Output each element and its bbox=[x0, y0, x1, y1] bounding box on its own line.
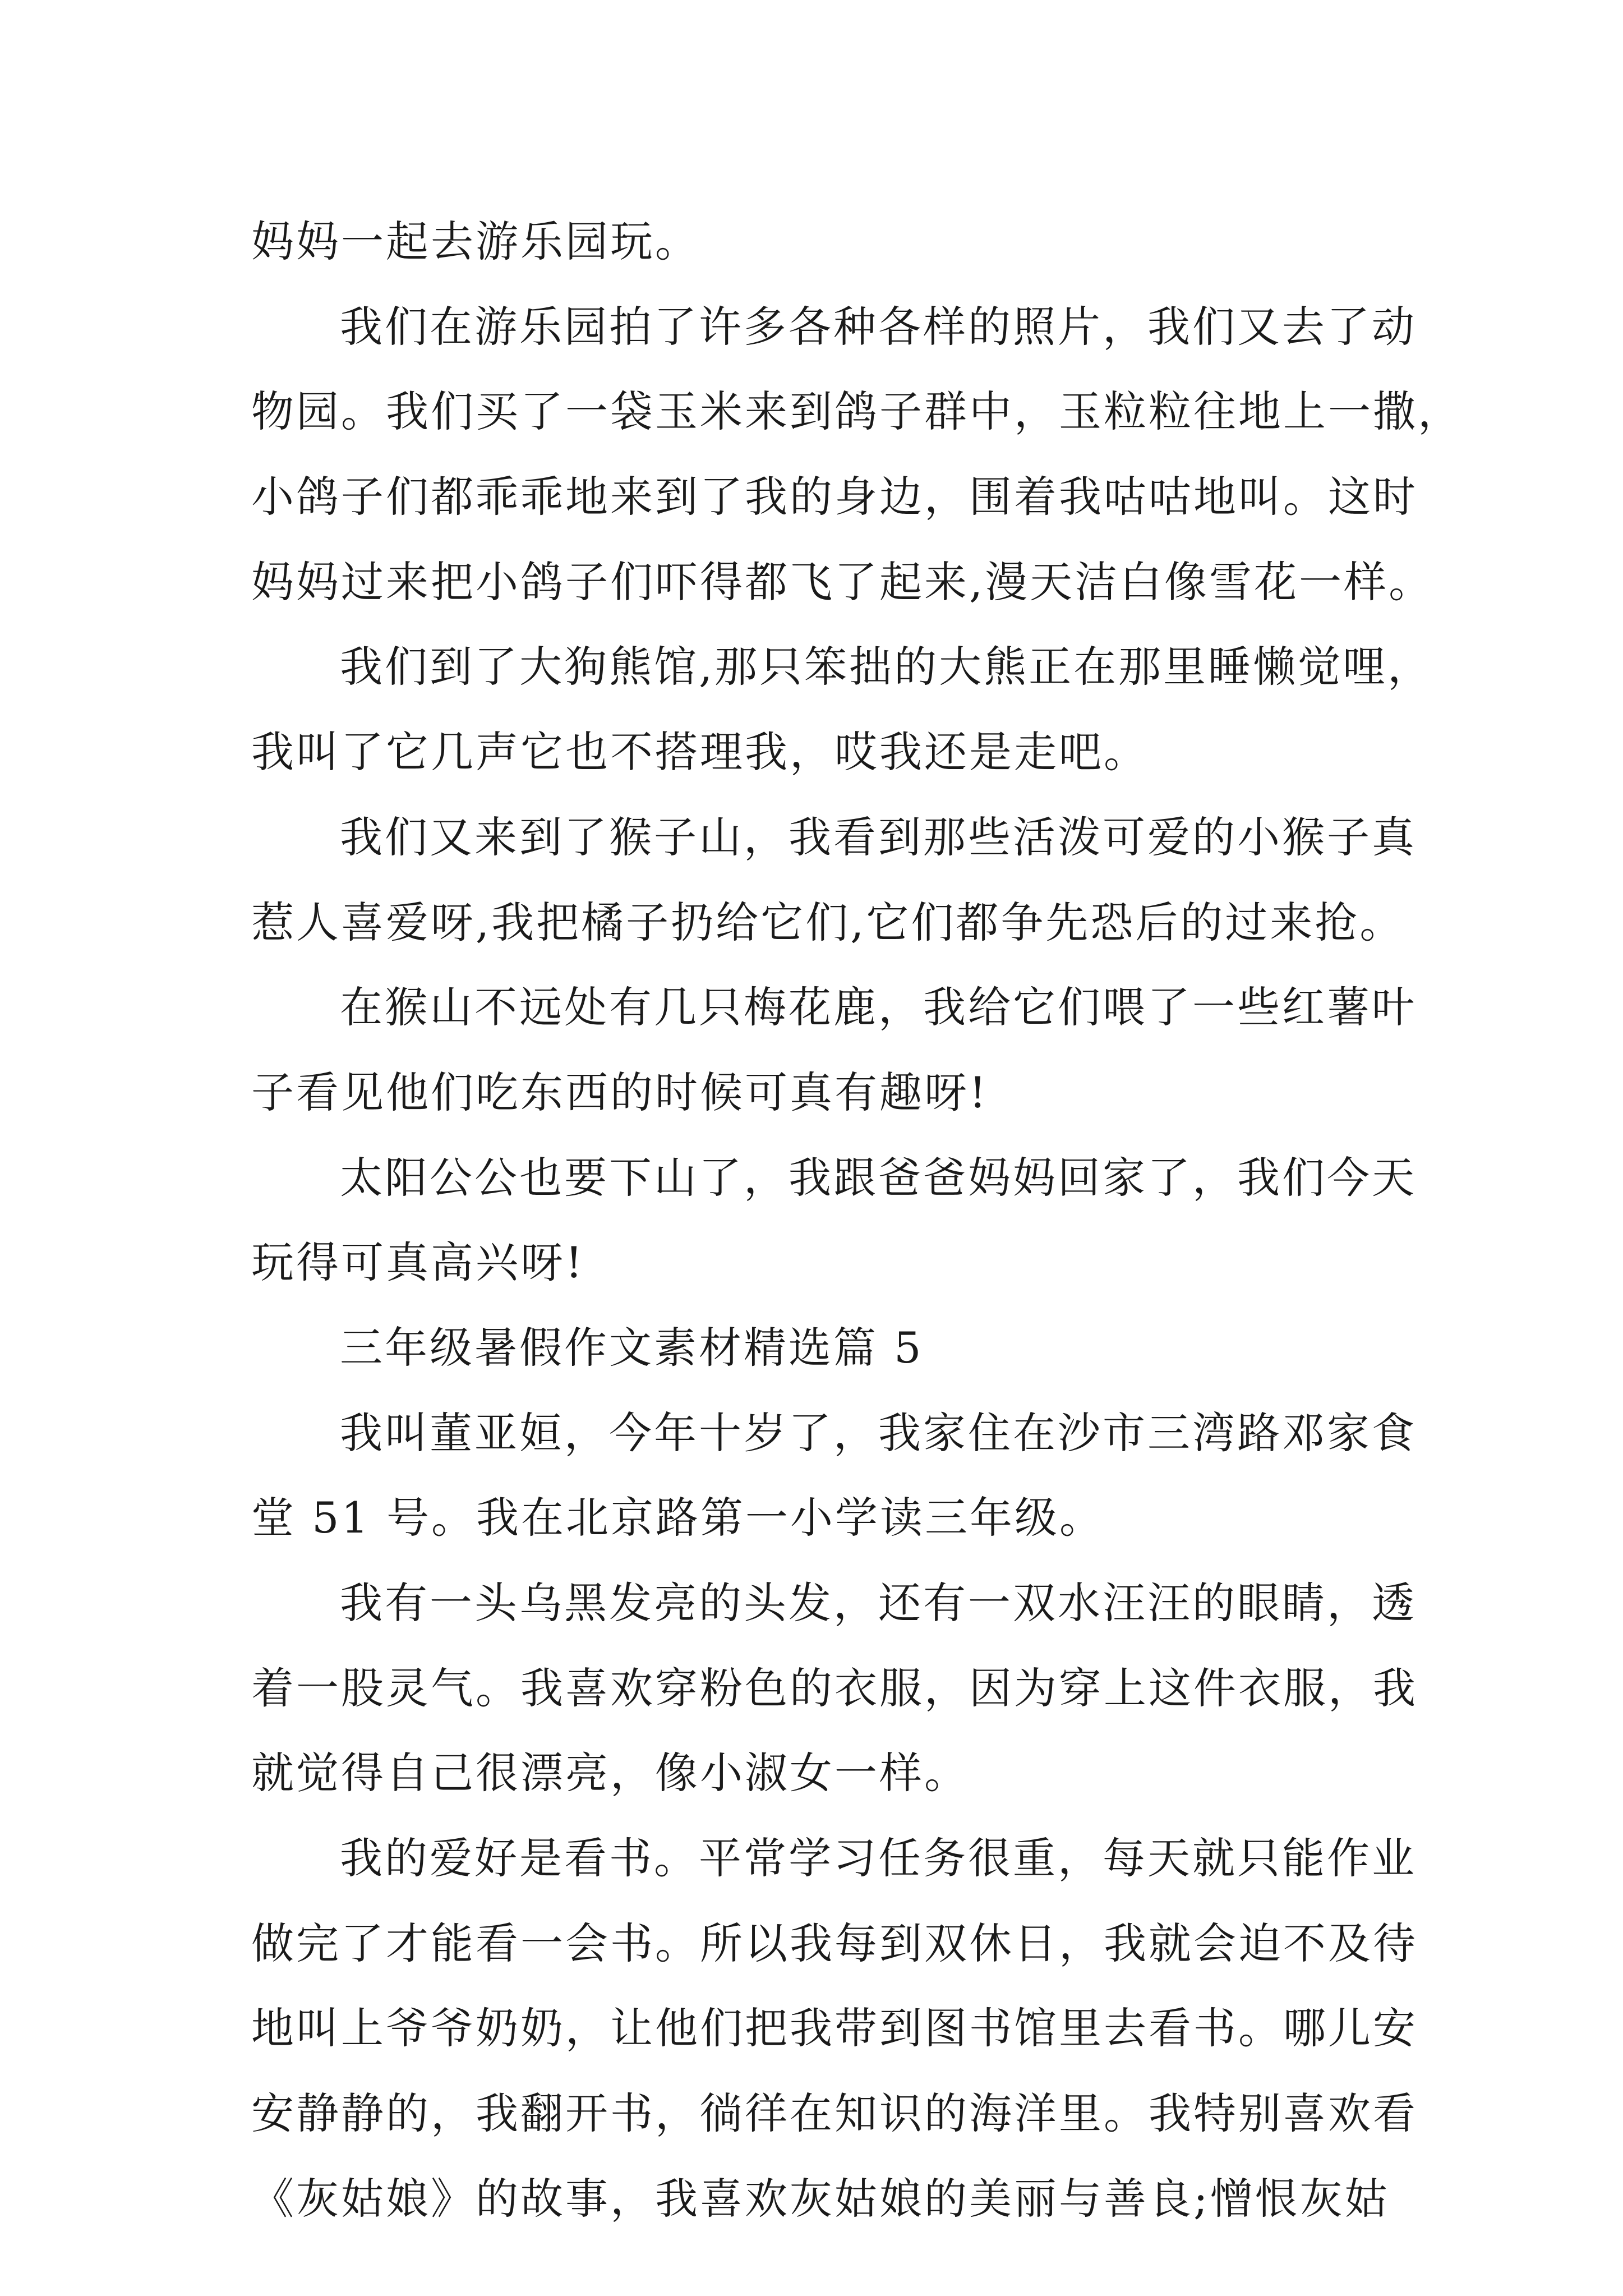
paragraph-start-line: 太阳公公也要下山了，我跟爸爸妈妈回家了，我们今天 bbox=[340, 1152, 1417, 1203]
paragraph-start-line: 在猴山不远处有几只梅花鹿，我给它们喂了一些红薯叶 bbox=[340, 982, 1417, 1033]
article-body bbox=[251, 199, 1463, 2242]
paragraph-start-line: 我有一头乌黑发亮的头发，还有一双水汪汪的眼睛，透 bbox=[340, 1578, 1417, 1628]
paragraph-start-line: 我们在游乐园拍了许多各种各样的照片，我们又去了动 bbox=[340, 301, 1417, 352]
text-line: 着一股灵气。我喜欢穿粉色的衣服，因为穿上这件衣服，我 bbox=[251, 1663, 1418, 1713]
paragraph-start-line: 我的爱好是看书。平常学习任务很重，每天就只能作业 bbox=[340, 1833, 1417, 1884]
text-line: 就觉得自己很漂亮，像小淑女一样。 bbox=[251, 1748, 969, 1798]
text-line: 堂 51 号。我在北京路第一小学读三年级。 bbox=[251, 1493, 1105, 1543]
paragraph-start-line: 我们到了大狗熊馆,那只笨拙的大熊正在那里睡懒觉哩， bbox=[340, 642, 1433, 692]
text-line: 我叫了它几声它也不搭理我，哎我还是走吧。 bbox=[251, 727, 1149, 777]
text-line: 做完了才能看一会书。所以我每到双休日，我就会迫不及待 bbox=[251, 1918, 1418, 1968]
section-heading: 三年级暑假作文素材精选篇 5 bbox=[340, 1322, 924, 1373]
paragraph-start-line: 我们又来到了猴子山，我看到那些活泼可爱的小猴子真 bbox=[340, 812, 1417, 862]
text-line: 小鸽子们都乖乖地来到了我的身边，围着我咕咕地叫。这时 bbox=[251, 472, 1418, 522]
text-line: 物园。我们买了一袋玉米来到鸽子群中，玉粒粒往地上一撒， bbox=[251, 386, 1463, 437]
text-line: 玩得可真高兴呀! bbox=[251, 1237, 585, 1288]
text-line: 妈妈一起去游乐园玩。 bbox=[251, 217, 700, 266]
text-line: 妈妈过来把小鸽子们吓得都飞了起来,漫天洁白像雪花一样。 bbox=[251, 556, 1434, 607]
text-line: 子看见他们吃东西的时候可真有趣呀! bbox=[251, 1067, 989, 1117]
text-line: 惹人喜爱呀,我把橘子扔给它们,它们都争先恐后的过来抢。 bbox=[251, 897, 1405, 947]
text-line: 地叫上爷爷奶奶，让他们把我带到图书馆里去看书。哪儿安 bbox=[251, 2003, 1418, 2054]
paragraph-start-line: 我叫董亚姮，今年十岁了，我家住在沙市三湾路邓家食 bbox=[340, 1407, 1417, 1458]
text-line: 《灰姑娘》的故事，我喜欢灰姑娘的美丽与善良;憎恨灰姑 bbox=[251, 2173, 1390, 2224]
text-line: 安静静的，我翻开书，徜徉在知识的海洋里。我特别喜欢看 bbox=[251, 2088, 1418, 2139]
